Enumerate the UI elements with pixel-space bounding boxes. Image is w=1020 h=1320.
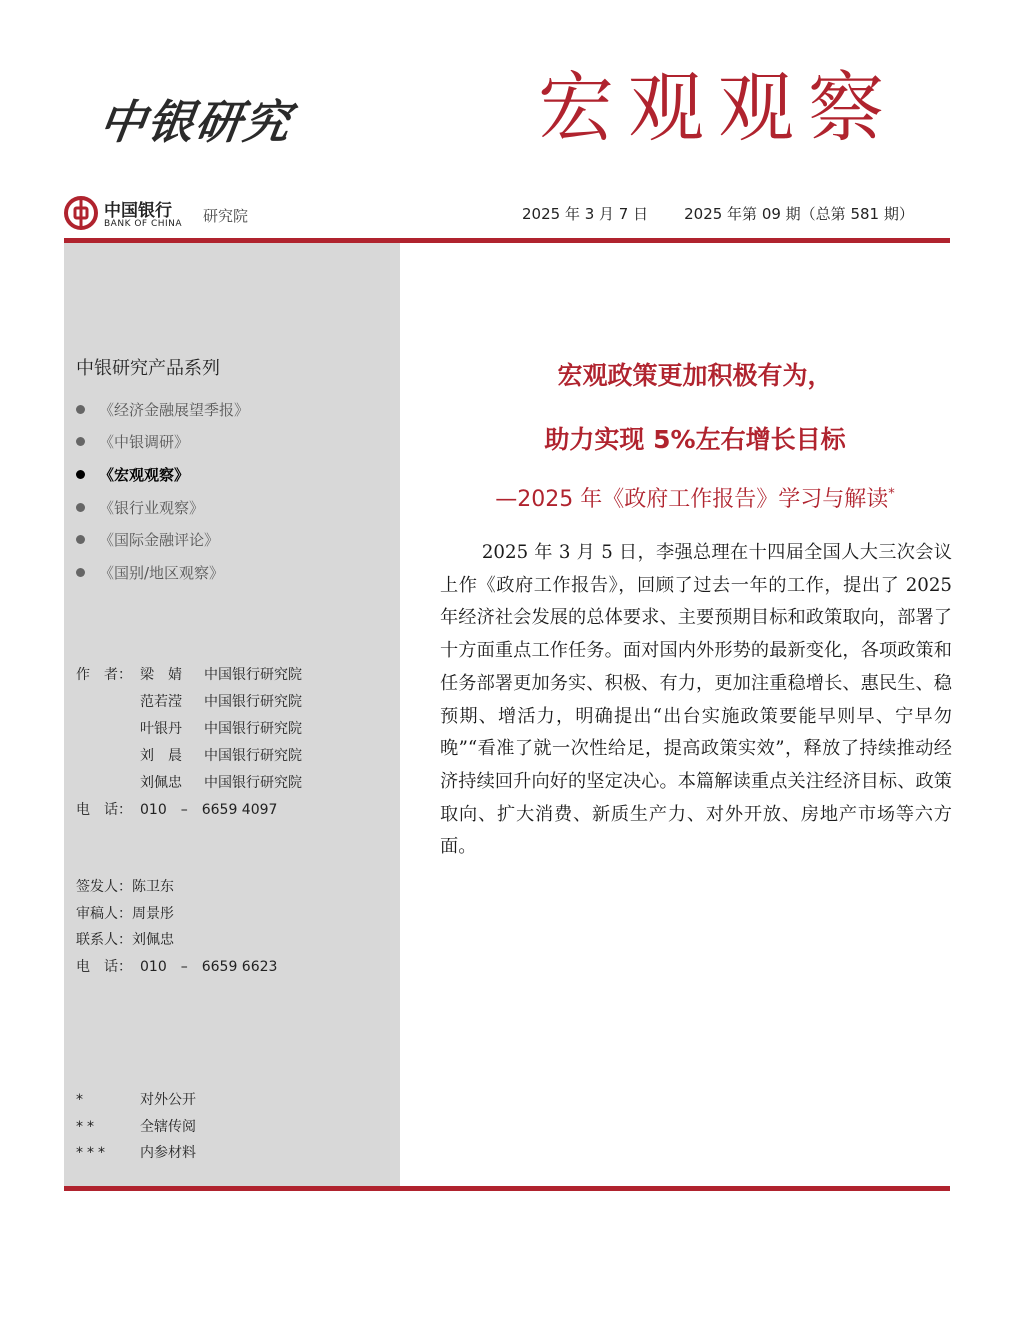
calligraphy-logo: 中银研究 <box>95 95 296 149</box>
headline-line-2: 助力实现 5%左右增长目标 <box>544 425 846 454</box>
signer: 签发人：陈卫东 <box>76 879 174 895</box>
series-item <box>76 393 249 426</box>
level-row <box>76 1140 196 1167</box>
phone-label: 电 话： <box>76 802 132 818</box>
bullet-icon <box>76 568 85 577</box>
headline-subtitle <box>400 482 990 513</box>
contacts-block <box>76 874 277 980</box>
author-name: 叶银丹 <box>140 721 182 737</box>
contact-person: 联系人：刘佩忠 <box>76 932 174 948</box>
level-row <box>76 1087 196 1114</box>
series-item-label: 《银行业观察》 <box>99 498 205 517</box>
level-stars: * <box>76 1092 87 1108</box>
bottom-divider <box>64 1186 950 1191</box>
author-name: 刘 晨 <box>140 748 182 764</box>
series-item <box>76 556 249 589</box>
author-name: 刘佩忠 <box>140 775 182 791</box>
level-row <box>76 1114 196 1141</box>
author-org: 中国银行研究院 <box>204 667 302 683</box>
abstract-paragraph: 2025 年 3 月 5 日，李强总理在十四届全国人大三次会议上作《政府工作报告》，回顾了过去一年的工作，提出了 2025 年经济社会发展的总体要求、主要预期目标和政策取向，部署了十方面重点工作任务。面对国内外形势的最新变化，各项政策和任务部署更加务实、积极、有力，更加注重稳增长、惠民生、稳预期、增活力，明确提出“出台实施政策要能早则早、宁早勿晚”“看准了就一次性给足，提高政策实效”，释放了持续推动经济持续回升向好的坚定决心。本篇解读重点关注经济目标、政策取向、扩大消费、新质生产力、对外开放、房地产市场等六方面。 <box>440 542 952 858</box>
series-item-label: 《国际金融评论》 <box>99 531 220 550</box>
level-label: 全辖传阅 <box>140 1118 196 1135</box>
level-stars: ** <box>76 1118 98 1135</box>
publish-date: 2025 年 3 月 7 日 <box>522 205 649 223</box>
headline-line-1: 宏观政策更加积极有为， <box>557 361 833 390</box>
reviewer: 审稿人：周景彤 <box>76 905 174 922</box>
date-issue-line <box>522 203 914 224</box>
authors-block <box>76 662 302 824</box>
series-item <box>76 426 249 459</box>
series-item-label: 《中银调研》 <box>99 433 190 452</box>
subtitle-footnote-mark: * <box>888 486 895 502</box>
series-item-label: 《国别/地区观察》 <box>99 563 225 582</box>
author-row <box>76 662 302 689</box>
phone-label: 电 话： <box>76 958 132 975</box>
author-row <box>76 716 302 743</box>
series-item <box>76 491 249 524</box>
series-item-active <box>76 458 249 491</box>
bullet-icon <box>76 437 85 446</box>
issue-number: 2025 年第 09 期（总第 581 期） <box>684 205 914 223</box>
author-row <box>76 770 302 797</box>
contact-phone-row <box>76 954 277 981</box>
series-title: 中银研究产品系列 <box>76 358 220 379</box>
author-row <box>76 743 302 770</box>
series-item-label: 《宏观观察》 <box>99 465 190 484</box>
author-org: 中国银行研究院 <box>204 694 302 710</box>
subtitle-text: —2025 年《政府工作报告》学习与解读 <box>495 487 889 512</box>
bank-of-china-logo-icon <box>64 196 98 230</box>
distribution-levels <box>76 1087 196 1167</box>
bullet-icon <box>76 405 85 414</box>
level-label: 对外公开 <box>140 1092 196 1108</box>
author-phone: 010 – 6659 4097 <box>140 802 278 818</box>
author-org: 中国银行研究院 <box>204 775 302 791</box>
author-org: 中国银行研究院 <box>204 748 302 764</box>
series-list <box>76 393 249 589</box>
series-item-label: 《经济金融展望季报》 <box>99 400 250 419</box>
bullet-icon <box>76 470 85 479</box>
bullet-icon <box>76 503 85 512</box>
level-stars: *** <box>76 1145 109 1161</box>
authors-label: 作 者： <box>76 667 132 683</box>
level-label: 内参材料 <box>140 1145 196 1161</box>
bullet-icon <box>76 535 85 544</box>
logo-chinese-name: 中国银行 <box>104 201 172 221</box>
author-name: 梁 婧 <box>140 667 182 683</box>
logo-english-name: BANK OF CHINA <box>104 219 183 229</box>
author-phone-row <box>76 797 302 824</box>
author-name: 范若滢 <box>140 694 182 710</box>
contact-phone: 010 – 6659 6623 <box>140 958 278 975</box>
author-org: 中国银行研究院 <box>204 721 302 737</box>
institute-label: 研究院 <box>203 207 249 225</box>
series-item <box>76 523 249 556</box>
author-row <box>76 689 302 716</box>
report-series-title: 宏观观察 <box>538 63 898 152</box>
